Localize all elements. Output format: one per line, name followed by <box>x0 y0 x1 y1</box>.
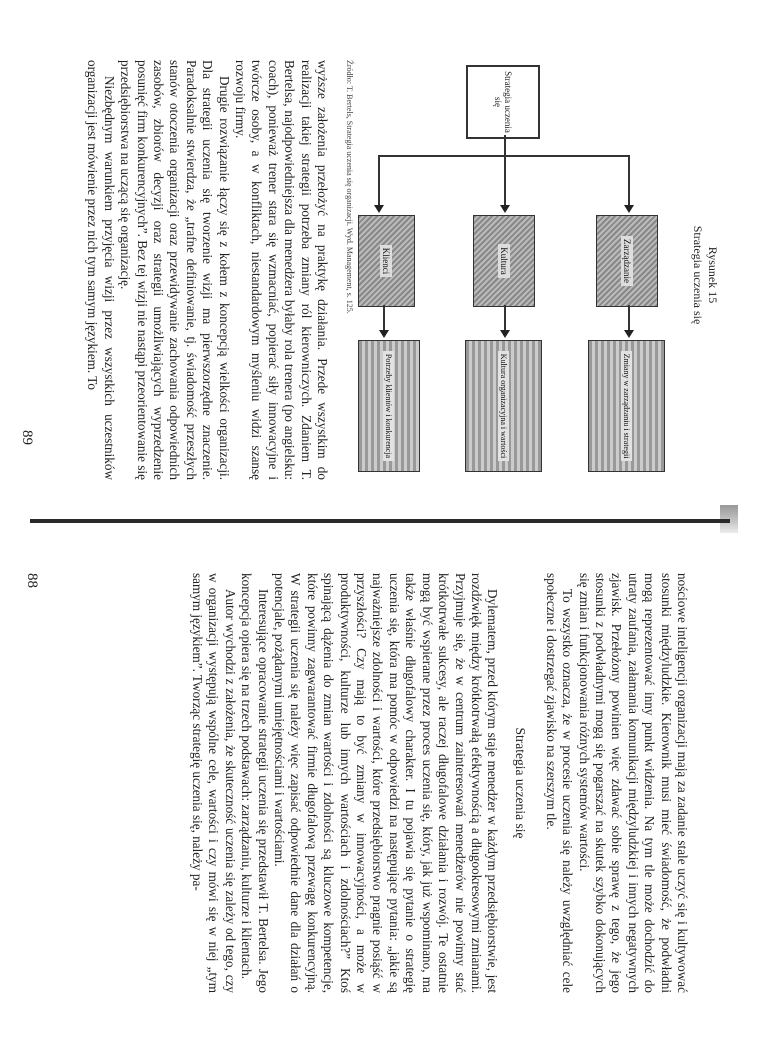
arrow-icon <box>624 330 634 338</box>
paragraph: Autor wychodzi z założenia, że skuteczność uczenia się zależy od tego, czy w organizacji występują wspólne cele, wartości i czy mówi się w niej „tym samym językiem”. Tworząc strategię uczenia się, należy pa- <box>190 573 238 993</box>
left-page <box>0 523 760 1046</box>
connector-line <box>628 155 630 210</box>
figure-title: Strategia uczenia się <box>691 225 705 325</box>
figure-caption <box>690 215 720 335</box>
page-number: 89 <box>19 430 35 445</box>
figure-label: Rysunek 15 <box>706 246 720 304</box>
figure-source-box: Strategia uczenia się <box>466 65 540 139</box>
arrow-icon <box>374 205 384 213</box>
arrow-icon <box>500 330 510 338</box>
pillar-box: Zarządzanie <box>596 215 658 307</box>
pillar-box: Klienci <box>358 215 415 307</box>
arrow-icon <box>624 205 634 213</box>
connector-line <box>378 155 380 210</box>
outcome-box: Kultura organizacyjna i wartości <box>465 340 542 472</box>
right-text-column <box>84 60 330 480</box>
paragraph: nościowe inteligencji organizacji mają za zadanie stale uczyć się i kultywować stosunki międzyludzkie. Kierownik musi mieć świadomość, że podwładni mogą reprezentować inny punkt widzenia. Na tym tle może dochodzić do utraty zaufania, załamania komunikacji międzyludzkiej i innych negatywnych zjawisk. Przełożony powinien więc zdawać sobie sprawę z tego, że jego stosunki z podwładnymi mogą się pogarszać na skutek szybko dokonujących się zmian i funkcjonowania różnych systemów wartości. <box>576 573 690 993</box>
connector-line <box>504 135 506 155</box>
paragraph: Interesujące opracowanie strategii uczenia się przedstawił T. Bertelsa. Jego koncepcja opiera się na trzech podstawach: zarządzaniu, kulturze i klientach. <box>239 573 271 993</box>
paragraph: To wszystko oznacza, że w procesie uczenia się należy uwzględniać cele społeczne i dostrzegać zjawisko na szerszym tle. <box>543 573 576 993</box>
left-text-column <box>189 573 690 993</box>
pillar-box: Kultura <box>473 215 535 307</box>
arrow-icon <box>379 330 389 338</box>
outcome-box: Potrzeby klientów i konkurencja <box>358 340 420 472</box>
outcome-box: Zmiany w zarządzaniu i strategii <box>588 340 665 472</box>
paragraph: Dylematem, przed którym staje menedżer w każdym przedsiębiorstwie, jest rozdźwięk między krótkotrwałą efektywnością a długookresowymi zmianami. Przyjmuje się, że w centrum zainteresowań menedżerów nie powinny stać krótkotrwałe sukcesy, ale raczej długofalowe działania i rozwój. Te ostatnie mogą być wspierane przez proces uczenia się, który, jak już wspominano, ma także właśnie długofalowy charakter. I tu pojawia się pytanie o strategię uczenia się, która ma pomóc w odpowiedzi na następujące pytania: „jakie są najważniejsze zdolności i wartości, które przedsiębiorstwo pragnie posiąść w przyszłości? Czy mają to być zmiany w innowacyjności, a może w produktywności, kulturze lub innych wartościach i zdolnościach?” Ktoś spinającą dążenia do zmian wartości i zdolności są kluczowe kompetencje, które powinny zagwarantować firmie długofalową przewagę konkurencyjną. W strategii uczenia się należy więc zapisać odpowiednie dane dla działań o potencjale, pożądanymi umiejętnościami i wartościami. <box>272 573 501 993</box>
paragraph: Niezbędnym warunkiem przyjęcia wizji przez wszystkich uczestników organizacji jest mówienie przez nich tym samym językiem. To <box>85 60 117 480</box>
figure-source-note: Źródło: T. Bertels, Strategia uczenia się organizacji. Wyd. Management, s. 125. <box>345 60 354 314</box>
paragraph: Drugie rozwiązanie łączy się z kołem z koncepcją wielkości organizacji. Dla strategii uczenia się tworzenie wizji ma pierwszorzędne znaczenie. Paradoksalnie stwierdza, że „trafne definiowanie, tj. świadomość przeszłych stanów otoczenia organizacji oraz przewidywanie zachowania odpowiednich zasobów, zbiorów decyzji oraz strategii umożliwiających wyprzedzenie posunięć firm konkurencyjnych”. Bez tej wizji nie nastąpi przeorientowanie się przedsiębiorstwa na uczącą się organizację. <box>118 60 232 480</box>
paragraph: wyższe założenia przełożyć na praktykę działania. Przede wszystkim do realizacji takiej strategii potrzeba zmiany ról kierowniczych. Zdaniem T. Bertelsa, najodpowiedniejsza dla menedżera byłaby rola trenera (po angielsku: coach), ponieważ trener stara się wzmacniać, popierać siły innowacyjne i twórcze osoby, a w konfliktach, niestandardowym myśleniu widzi szansę rozwoju firmy. <box>232 60 330 480</box>
section-heading: Strategia uczenia się <box>513 727 529 839</box>
page-number: 88 <box>24 573 40 588</box>
arrow-icon <box>500 205 510 213</box>
figure <box>360 55 720 475</box>
connector-line <box>504 155 506 210</box>
